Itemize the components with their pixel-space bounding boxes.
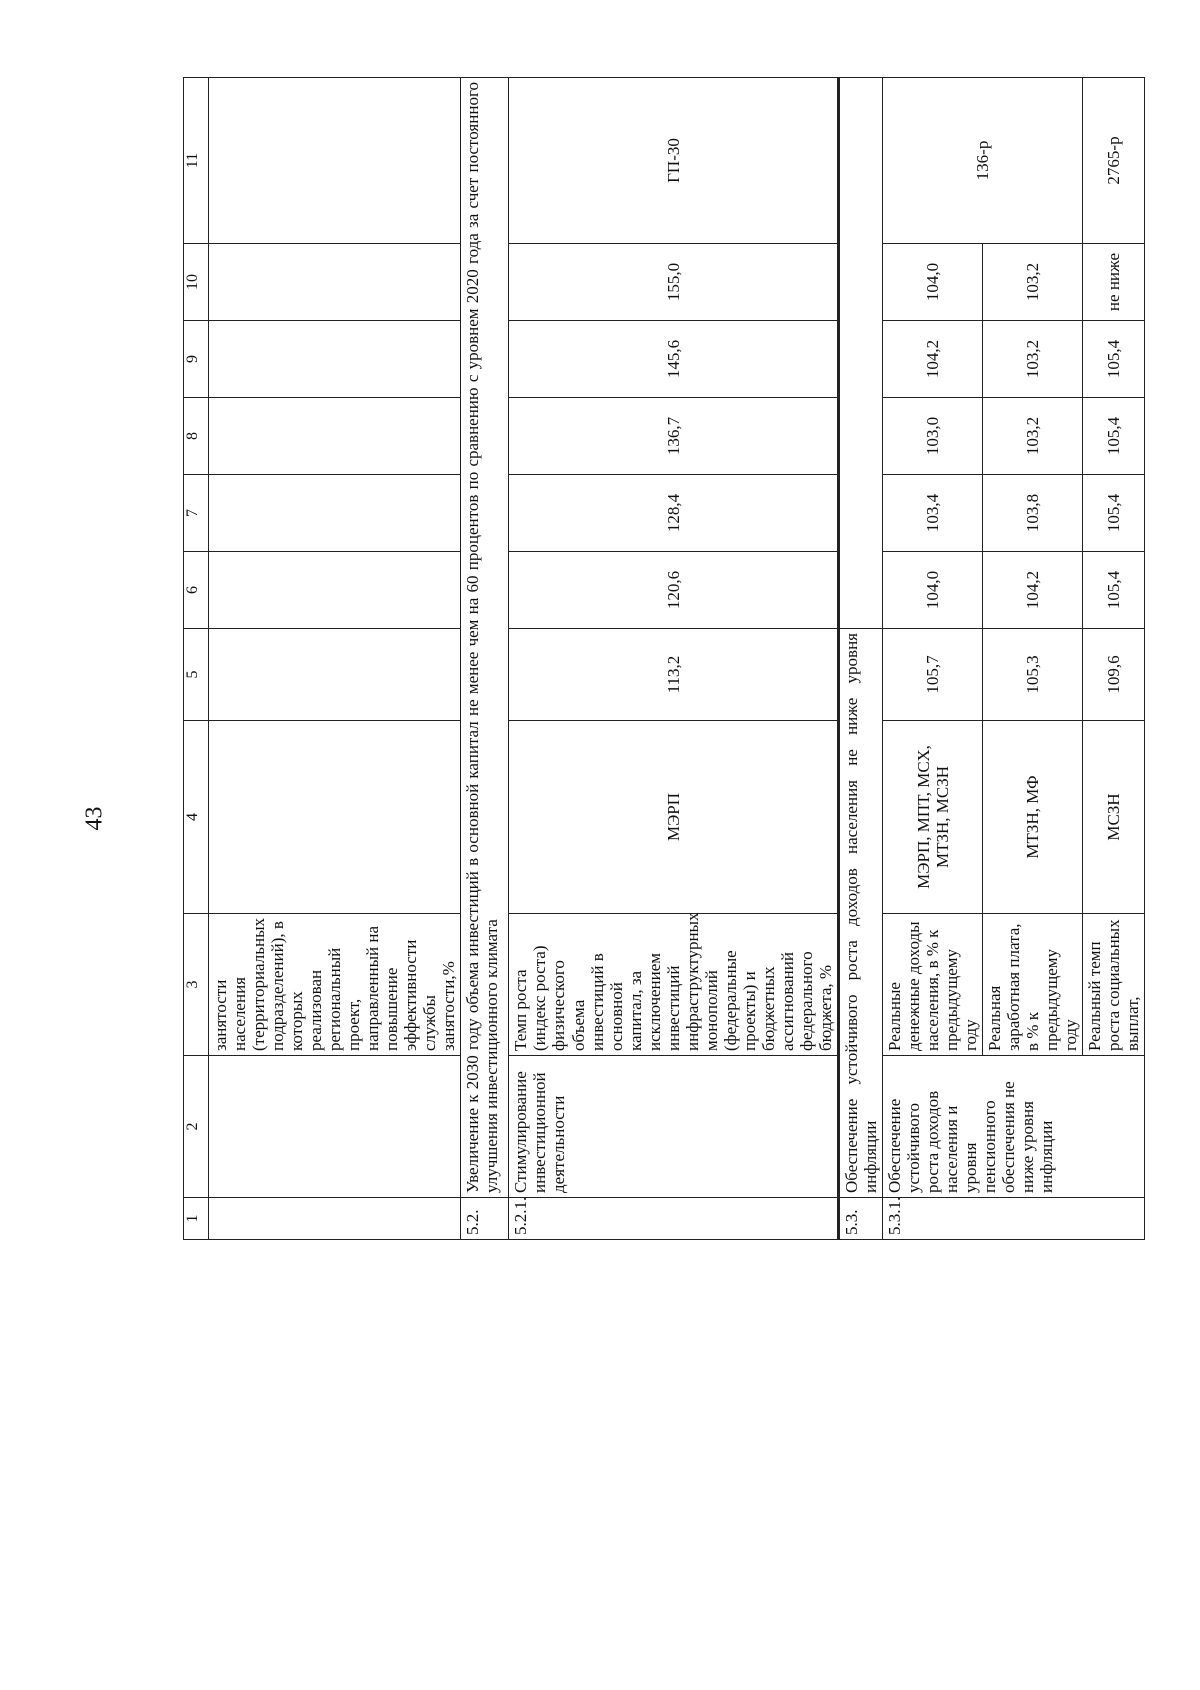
row-5-3-1-value-5-1: 105,7 [883, 629, 983, 721]
row-5-3-1-value-9-3: 105,4 [1083, 321, 1145, 398]
section-5-2-row [461, 78, 509, 1240]
row-5-3-1-value-6-2: 104,2 [983, 552, 1083, 629]
section-5-3-title: Обеспечение устойчивого роста доходов населения не ниже уровня инфляции [838, 629, 882, 1198]
row-5-3-1-value-6-3: 105,4 [1083, 552, 1145, 629]
page-number: 43 [81, 806, 108, 831]
rotated-table-page [183, 82, 1200, 1240]
row-5-3-1-value-9-2: 103,2 [983, 321, 1083, 398]
col-2-header: 2 [184, 1056, 209, 1198]
section-5-2-number: 5.2. [461, 1198, 509, 1240]
row-5-2-1-task: Стимулирование инвестиционной деятельности [509, 1056, 839, 1198]
col-7-header: 7 [184, 475, 209, 552]
row-5-2-1-value-10: 155,0 [509, 244, 839, 321]
row-5-3-1-value-5-2: 105,3 [983, 629, 1083, 721]
col-8-header: 8 [184, 398, 209, 475]
row-5-3-1-indicator-3: Реальный темп роста социальных выплат, [1083, 914, 1145, 1056]
row-5-2-1 [509, 78, 839, 1240]
row-5-3-1-executor-3: МСЗН [1083, 721, 1145, 914]
row-5-3-1-task: Обеспечение устойчивого роста доходов населения и уровня пенсионного обеспечения не ниже уровня инфляции [883, 1056, 1145, 1198]
row-5-2-1-value-9: 145,6 [509, 321, 839, 398]
col-9-header: 9 [184, 321, 209, 398]
row-5-2-1-number: 5.2.1. [509, 1198, 839, 1240]
row-5-3-1-document-3: 2765-р [1083, 78, 1145, 244]
row-5-3-1-value-8-3: 105,4 [1083, 398, 1145, 475]
continuation-indicator: занятости населения (территориальных подразделений), в которых реализован региональный проект, направленный на повышение эффективности службы занятости,% [209, 914, 461, 1056]
col-11-header: 11 [184, 78, 209, 244]
row-5-3-1-value-5-3: 109,6 [1083, 629, 1145, 721]
row-5-3-1-value-9-1: 104,2 [883, 321, 983, 398]
col-1-header: 1 [184, 1198, 209, 1240]
row-5-3-1-value-6-1: 104,0 [883, 552, 983, 629]
row-5-3-1-indicator-1: Реальные денежные доходы населения, в % к предыдущему году [883, 914, 983, 1056]
header-row [184, 78, 209, 1240]
row-5-3-1-executor-1: МЭРП, МПТ, МСХ, МТЗН, МСЗН [883, 721, 983, 914]
col-6-header: 6 [184, 552, 209, 629]
row-5-2-1-value-7: 128,4 [509, 475, 839, 552]
section-5-2-title: Увеличение к 2030 году объема инвестиций в основной капитал не менее чем на 60 процентов по сравнению с уровнем 2020 года за счет постоянного улучшения инвестиционного климата [461, 78, 509, 1198]
row-5-3-1-value-10-1: 104,0 [883, 244, 983, 321]
row-5-2-1-value-8: 136,7 [509, 398, 839, 475]
section-5-3-number: 5.3. [838, 1198, 882, 1240]
row-5-3-1-value-10-2: 103,2 [983, 244, 1083, 321]
row-5-3-1-value-8-2: 103,2 [983, 398, 1083, 475]
row-5-3-1-value-10-3: не ниже [1083, 244, 1145, 321]
row-5-3-1-value-8-1: 103,0 [883, 398, 983, 475]
col-3-header: 3 [184, 914, 209, 1056]
row-5-3-1-value-7-1: 103,4 [883, 475, 983, 552]
row-5-2-1-document: ГП-30 [509, 78, 839, 244]
continuation-row [209, 78, 461, 1240]
section-5-3-row [838, 78, 882, 1240]
row-5-3-1-document-1: 136-р [883, 78, 1083, 244]
row-5-3-1-executor-2: МТЗН, МФ [983, 721, 1083, 914]
row-5-2-1-executor: МЭРП [509, 721, 839, 914]
row-5-2-1-indicator: Темп роста (индекс роста) физического объема инвестиций в основной капитал, за исключением инвестиций инфраструктурных монополий (федеральные проекты) и бюджетных ассигнований федерального бюджета, % [509, 914, 839, 1056]
col-5-header: 5 [184, 629, 209, 721]
col-10-header: 10 [184, 244, 209, 321]
row-5-3-1-a [883, 78, 983, 1240]
row-5-3-1-number: 5.3.1. [883, 1198, 1145, 1240]
row-5-2-1-value-5: 113,2 [509, 629, 839, 721]
row-5-3-1-value-7-3: 105,4 [1083, 475, 1145, 552]
row-5-3-1-indicator-2: Реальная заработная плата, в % к предыдущему году [983, 914, 1083, 1056]
row-5-2-1-value-6: 120,6 [509, 552, 839, 629]
indicators-table [183, 77, 1145, 1240]
row-5-3-1-value-7-2: 103,8 [983, 475, 1083, 552]
col-4-header: 4 [184, 721, 209, 914]
